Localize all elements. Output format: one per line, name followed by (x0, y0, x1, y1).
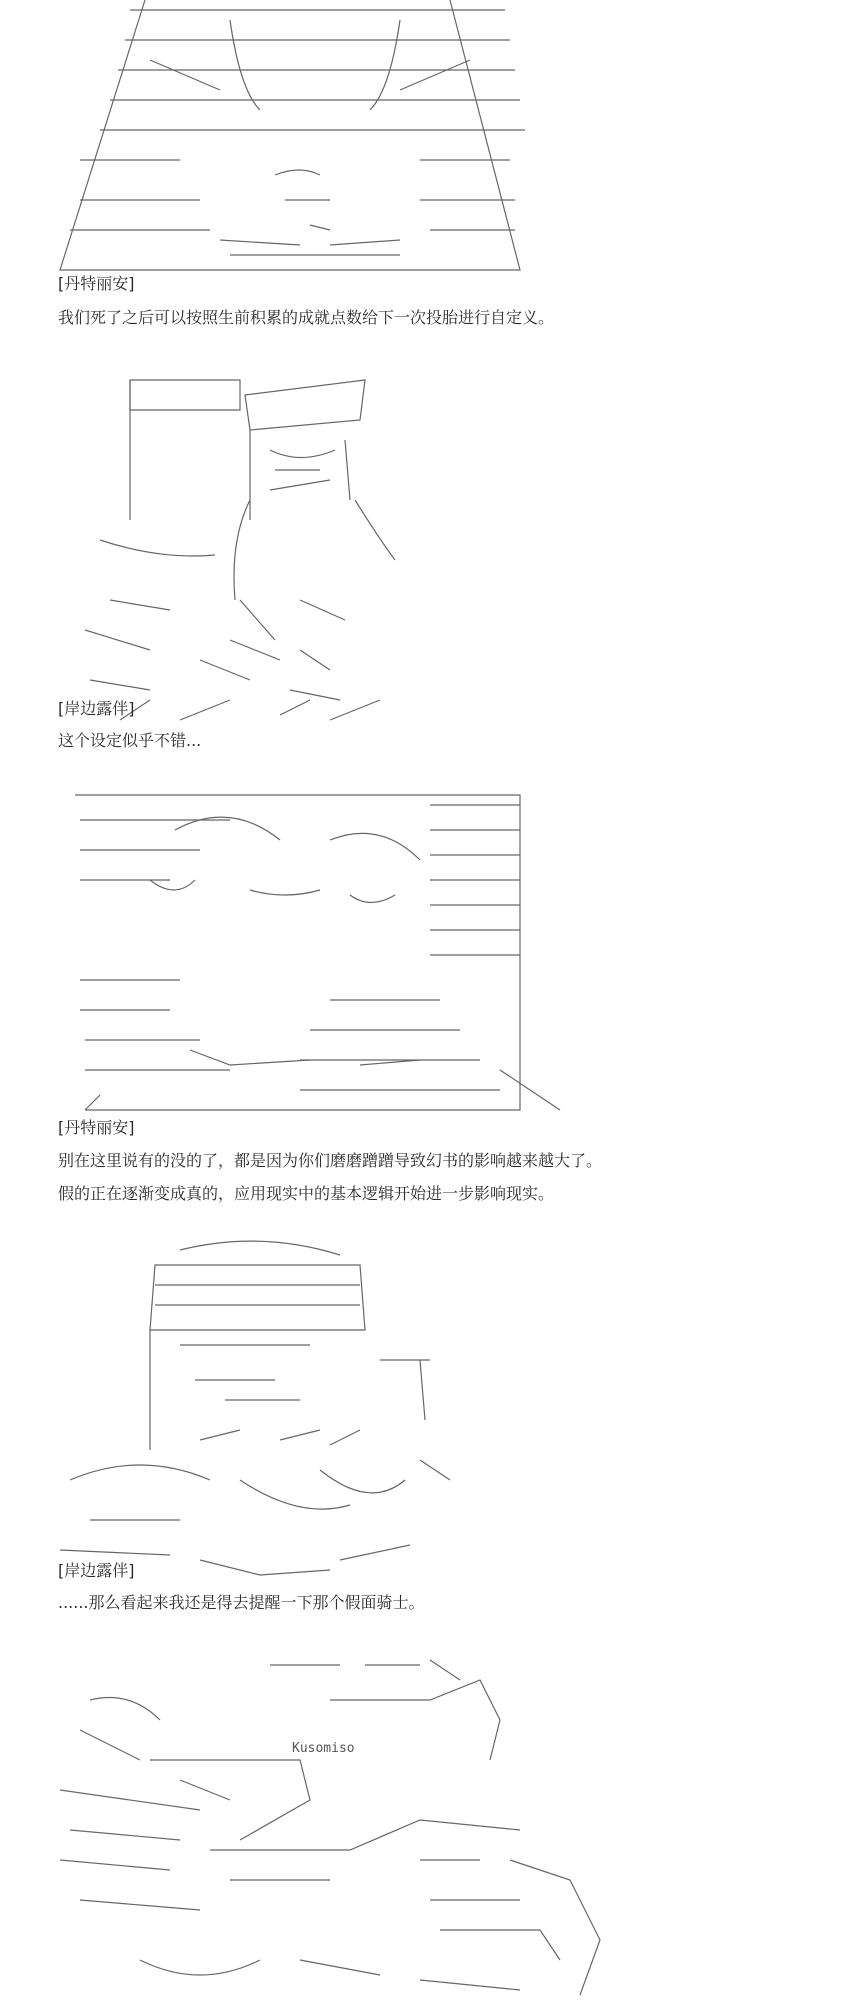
speaker-label-1: [丹特丽安] (58, 274, 135, 293)
frame5-sign: Kusomiso (292, 1741, 355, 1756)
ascii-art-frame-5 (60, 1660, 600, 1995)
speaker-label-2: [岸边露伴] (58, 699, 135, 718)
ascii-art-frame-1 (60, 0, 525, 270)
ascii-art-frame-3 (75, 795, 560, 1110)
dialogue-line-3a: 别在这里说有的没的了，都是因为你们磨磨蹭蹭导致幻书的影响越来越大了。 (58, 1151, 603, 1170)
speaker-label-3: [丹特丽安] (58, 1118, 135, 1137)
dialogue-line-2: 这个设定似乎不错... (58, 731, 202, 750)
dialogue-line-3b: 假的正在逐渐变成真的，应用现实中的基本逻辑开始进一步影响现实。 (58, 1184, 555, 1203)
ascii-art-frame-4 (60, 1241, 450, 1575)
speaker-label-4: [岸边露伴] (58, 1561, 135, 1580)
dialogue-line-1: 我们死了之后可以按照生前积累的成就点数给下一次投胎进行自定义。 (58, 308, 555, 327)
ascii-art-frame-2 (85, 380, 395, 720)
dialogue-line-4: ......那么看起来我还是得去提醒一下那个假面骑士。 (58, 1593, 425, 1612)
